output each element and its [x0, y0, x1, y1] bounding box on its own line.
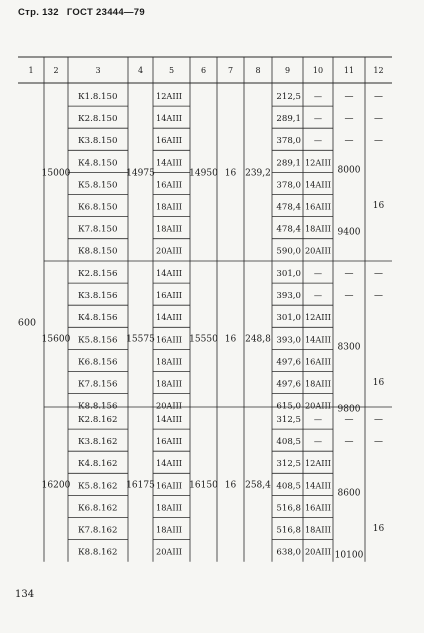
row-col11: — [344, 291, 354, 302]
row-mass: 408,5 [276, 437, 301, 448]
column-header-12: 12 [373, 66, 384, 75]
row-mass: 478,4 [276, 202, 301, 213]
row-mark: К4.8.150 [78, 158, 118, 169]
group-col11-upper: 8300 [337, 342, 361, 353]
row-mass: 378,0 [276, 180, 301, 191]
column-header-4: 4 [137, 66, 144, 75]
group-span-length: 15000 [41, 168, 71, 179]
page-label: Стр. 132 [18, 7, 59, 18]
row-bar-extra: 12AIII [304, 312, 332, 323]
row-mark: К7.8.162 [78, 525, 118, 536]
group-col11-lower: 10100 [334, 550, 364, 561]
row-bar-extra: 20AIII [304, 245, 332, 256]
row-mass: 289,1 [276, 158, 301, 169]
row-bar-main: 16AIII [156, 135, 183, 146]
row-mass: 497,6 [276, 379, 301, 390]
row-col12: — [374, 437, 383, 448]
group-col12-value: 16 [372, 523, 385, 534]
row-bar-main: 12AIII [156, 91, 183, 101]
group-length-a: 15575 [126, 334, 155, 345]
row-bar-main: 18AIII [156, 378, 183, 389]
row-bar-extra: — [313, 113, 323, 124]
group-count: 16 [224, 168, 237, 179]
row-col11: — [344, 415, 354, 425]
row-bar-main: 14AIII [156, 414, 183, 424]
row-mark: К4.8.156 [78, 313, 118, 324]
row-bar-extra: 16AIII [304, 201, 332, 212]
group-col11-lower: 9400 [337, 227, 361, 238]
row-mass: 408,5 [276, 481, 301, 492]
row-col12: — [374, 415, 383, 425]
row-bar-extra: — [313, 414, 323, 424]
row-mark: К8.8.150 [78, 246, 118, 257]
row-bar-main: 20AIII [156, 546, 183, 557]
row-mass: 289,1 [276, 114, 301, 125]
row-mark: К5.8.162 [78, 481, 118, 492]
row-bar-main: 14AIII [156, 113, 183, 124]
column-header-1: 1 [28, 66, 34, 75]
row-mass: 393,0 [276, 291, 301, 302]
column-header-7: 7 [227, 66, 234, 75]
group-col11-upper: 8000 [337, 165, 361, 176]
row-mass: 497,6 [276, 357, 301, 368]
group-count: 16 [224, 334, 237, 345]
row-bar-extra: 16AIII [304, 356, 332, 367]
column-header-10: 10 [312, 66, 324, 75]
row-mass: 478,4 [276, 224, 301, 235]
row-mass: 312,5 [276, 415, 301, 425]
group-span-length: 16200 [41, 480, 71, 491]
group-mass: 248,8 [245, 334, 271, 345]
group-count: 16 [224, 480, 237, 491]
row-bar-extra: — [313, 268, 323, 278]
row-mass: 638,0 [276, 547, 301, 558]
row-bar-extra: — [313, 436, 323, 447]
row-mark: К6.8.150 [78, 202, 118, 213]
column-header-5: 5 [168, 66, 175, 75]
row-mark: К7.8.156 [78, 379, 118, 390]
row-bar-extra: 14AIII [304, 334, 332, 345]
row-bar-main: 14AIII [156, 157, 183, 168]
row-mark: К6.8.162 [78, 503, 118, 514]
group-length-b: 14950 [189, 168, 218, 179]
column-header-8: 8 [255, 66, 261, 75]
row-bar-main: 16AIII [156, 290, 183, 301]
column-header-6: 6 [200, 66, 207, 75]
column-header-9: 9 [284, 66, 291, 75]
page-number: 134 [15, 589, 35, 600]
row-mark: К5.8.150 [78, 180, 118, 191]
group-length-a: 14975 [126, 168, 155, 179]
group-col12-value: 16 [372, 377, 385, 388]
row-bar-main: 18AIII [156, 524, 183, 535]
group-length-b: 15550 [189, 334, 218, 345]
group-col11-lower: 9800 [337, 404, 361, 415]
row-bar-main: 16AIII [156, 480, 183, 491]
group-length-b: 16150 [189, 480, 218, 491]
row-col12: — [374, 291, 383, 302]
row-col12: — [374, 114, 383, 125]
row-bar-main: 18AIII [156, 223, 183, 234]
row-bar-main: 14AIII [156, 458, 183, 469]
group-span-length: 15600 [41, 334, 71, 345]
row-mass: 312,5 [276, 459, 301, 470]
standard-code: ГОСТ 23444—79 [66, 7, 145, 18]
row-mark: К3.8.162 [78, 437, 118, 448]
row-bar-extra: 20AIII [304, 546, 332, 557]
column-header-2: 2 [53, 66, 59, 75]
row-mass: 301,0 [276, 269, 301, 279]
row-bar-extra: 14AIII [304, 179, 332, 190]
row-col11: — [344, 269, 354, 279]
row-mass: 516,8 [276, 503, 301, 514]
row-mass: 590,0 [276, 246, 301, 257]
row-col11: — [344, 114, 354, 125]
row-col11: — [344, 437, 354, 448]
row-col12: — [374, 136, 383, 147]
row-col11: — [344, 92, 354, 102]
column-header-11: 11 [343, 66, 355, 75]
row-mass: 378,0 [276, 136, 301, 147]
row-bar-main: 20AIII [156, 400, 183, 411]
row-bar-extra: 14AIII [304, 480, 332, 491]
row-mark: К2.8.162 [78, 415, 118, 425]
row-bar-main: 16AIII [156, 179, 183, 190]
row-mass: 516,8 [276, 525, 301, 536]
row-bar-extra: — [313, 135, 323, 146]
row-bar-main: 14AIII [156, 312, 183, 323]
row-mass: 393,0 [276, 335, 301, 346]
row-bar-main: 18AIII [156, 356, 183, 367]
row-col11: — [344, 136, 354, 147]
row-mark: К2.8.156 [78, 269, 118, 279]
group-mass: 239,2 [245, 168, 271, 179]
row-bar-extra: 12AIII [304, 157, 332, 168]
row-col12: — [374, 92, 383, 102]
column-header-3: 3 [95, 66, 101, 75]
row-mark: К4.8.162 [78, 459, 118, 470]
group-col11-upper: 8600 [337, 488, 361, 499]
row-mass: 212,5 [276, 92, 301, 102]
row-bar-extra: — [313, 91, 323, 101]
group-length-a: 16175 [126, 480, 155, 491]
row-bar-extra: 16AIII [304, 502, 332, 513]
row-mark: К8.8.162 [78, 547, 118, 558]
row-bar-extra: — [313, 290, 323, 301]
row-mass: 615,0 [276, 401, 301, 412]
row-bar-main: 20AIII [156, 245, 183, 256]
row-bar-extra: 18AIII [304, 378, 332, 389]
row-mark: К8.8.156 [78, 401, 118, 412]
row-bar-extra: 18AIII [304, 223, 332, 234]
row-bar-main: 18AIII [156, 502, 183, 513]
row-bar-main: 16AIII [156, 436, 183, 447]
row-mark: К2.8.150 [78, 114, 118, 125]
row-mark: К6.8.156 [78, 357, 118, 368]
row-bar-main: 16AIII [156, 334, 183, 345]
row-mark: К1.8.150 [78, 92, 118, 102]
row-bar-main: 18AIII [156, 201, 183, 212]
row-bar-extra: 12AIII [304, 458, 332, 469]
row-mark: К5.8.156 [78, 335, 118, 346]
row-mass: 301,0 [276, 313, 301, 324]
span-value-col1: 600 [17, 317, 37, 329]
row-mark: К7.8.150 [78, 224, 118, 235]
group-col12-value: 16 [372, 200, 385, 211]
row-mark: К3.8.156 [78, 291, 118, 302]
row-bar-extra: 18AIII [304, 524, 332, 535]
row-bar-main: 14AIII [156, 268, 183, 278]
row-bar-extra: 20AIII [304, 400, 332, 411]
row-col12: — [374, 269, 383, 279]
group-mass: 258,4 [245, 480, 271, 491]
row-mark: К3.8.150 [78, 136, 118, 147]
